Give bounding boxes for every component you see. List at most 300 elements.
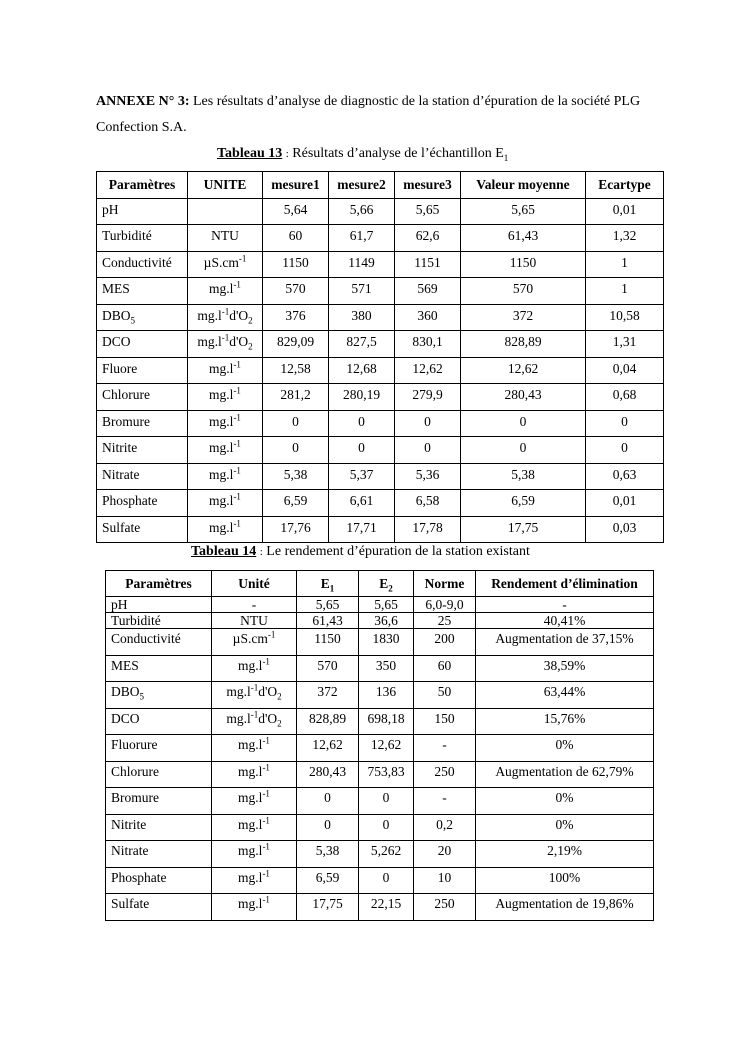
t14-header-unit: Unité	[212, 571, 297, 597]
table-row	[97, 463, 664, 490]
mesure1-cell: 570	[263, 278, 329, 305]
unit-sup: -1	[233, 359, 241, 369]
unit-sup: -1	[262, 788, 270, 799]
rendement-cell: 38,59%	[476, 655, 654, 682]
avg-cell: 828,89	[461, 331, 586, 358]
table-row	[106, 682, 654, 709]
mesure2-cell: 6,61	[329, 490, 395, 517]
unit-sup: -1	[262, 656, 270, 666]
unit-base: NTU	[240, 613, 268, 628]
rendement-cell: 0%	[476, 735, 654, 762]
unit-base: mg.l	[209, 466, 234, 482]
table-row	[97, 516, 664, 543]
table-row	[97, 251, 664, 278]
mesure2-cell: 17,71	[329, 516, 395, 543]
std-cell: 0,63	[586, 463, 664, 490]
param-name: Sulfate	[111, 896, 150, 911]
param-cell	[97, 225, 188, 252]
table-row	[97, 437, 664, 464]
table13-caption-text: Résultats d’analyse de l’échantillon E	[292, 146, 504, 161]
rendement-cell: Augmentation de 37,15%	[476, 629, 654, 656]
norme-cell: 25	[414, 613, 476, 629]
param-cell	[97, 384, 188, 411]
e2-cell: 698,18	[359, 708, 414, 735]
param-cell	[106, 708, 212, 735]
unit-cell	[188, 251, 263, 278]
rendement-cell: 0%	[476, 788, 654, 815]
param-cell	[106, 894, 212, 921]
rendement-cell: 2,19%	[476, 841, 654, 868]
std-cell: 0,68	[586, 384, 664, 411]
std-cell: 0,03	[586, 516, 664, 543]
unit-cell	[188, 463, 263, 490]
unit-cell	[188, 304, 263, 331]
mesure2-cell: 12,68	[329, 357, 395, 384]
mesure1-cell: 60	[263, 225, 329, 252]
rendement-cell: -	[476, 597, 654, 613]
table-row	[106, 735, 654, 762]
unit-base: mg.l	[209, 440, 234, 455]
unit-sup: -1	[233, 491, 241, 502]
norme-cell: 250	[414, 894, 476, 921]
param-sub: 5	[130, 315, 136, 326]
mesure2-cell: 380	[329, 304, 395, 331]
avg-cell: 0	[461, 410, 586, 437]
table14	[105, 570, 654, 921]
unit-cell	[212, 867, 297, 894]
mesure2-cell: 280,19	[329, 384, 395, 411]
table-row	[97, 198, 664, 225]
table-row	[106, 788, 654, 815]
norme-cell: 10	[414, 867, 476, 894]
unit-cell	[212, 841, 297, 868]
rendement-cell: 63,44%	[476, 682, 654, 709]
unit-base: mg.l	[238, 843, 263, 858]
avg-cell: 6,59	[461, 490, 586, 517]
param-cell	[97, 331, 188, 358]
unit-cell	[188, 225, 263, 252]
std-cell: 1	[586, 278, 664, 305]
table14-caption-sep: :	[259, 546, 263, 558]
param-cell	[106, 761, 212, 788]
unit-cell	[212, 735, 297, 762]
param-sub: 5	[139, 691, 145, 702]
param-name: DBO	[102, 307, 131, 323]
mesure3-cell: 0	[395, 410, 461, 437]
std-cell: 0	[586, 437, 664, 464]
unit-mid: d'O	[229, 334, 249, 349]
param-name: Turbidité	[102, 228, 152, 243]
param-cell	[106, 613, 212, 629]
mesure1-cell: 0	[263, 437, 329, 464]
t14-header-param: Paramètres	[106, 571, 212, 597]
avg-cell: 372	[461, 304, 586, 331]
unit-base: mg.l	[209, 413, 234, 429]
rendement-cell: 40,41%	[476, 613, 654, 629]
t14-header-norme: Norme	[414, 571, 476, 597]
table13-caption-label: Tableau 13	[217, 146, 283, 161]
param-cell	[97, 463, 188, 490]
mesure2-cell: 0	[329, 437, 395, 464]
unit-cell	[188, 410, 263, 437]
table-row	[106, 867, 654, 894]
mesure1-cell: 829,09	[263, 331, 329, 358]
e2-cell: 22,15	[359, 894, 414, 921]
norme-cell: 60	[414, 655, 476, 682]
avg-cell: 5,38	[461, 463, 586, 490]
unit-sub: 2	[277, 718, 282, 729]
rendement-cell: Augmentation de 19,86%	[476, 894, 654, 921]
norme-cell: 200	[414, 629, 476, 656]
param-cell	[106, 597, 212, 613]
e1-cell: 5,38	[297, 841, 359, 868]
param-cell	[106, 788, 212, 815]
t13-header-m1: mesure1	[263, 172, 329, 199]
e2-cell: 5,262	[359, 841, 414, 868]
unit-sup: -1	[250, 709, 259, 719]
table-row	[106, 761, 654, 788]
norme-cell: 0,2	[414, 814, 476, 841]
unit-base: mg.l	[226, 684, 251, 699]
unit-cell	[188, 490, 263, 517]
table-row	[97, 331, 664, 358]
param-name: MES	[102, 281, 130, 296]
mesure3-cell: 17,78	[395, 516, 461, 543]
param-name: DCO	[111, 710, 140, 726]
unit-sup: -1	[267, 629, 276, 640]
table14-caption	[191, 544, 530, 560]
unit-base: mg.l	[209, 281, 234, 296]
unit-cell	[212, 814, 297, 841]
unit-cell	[212, 761, 297, 788]
e1-cell: 280,43	[297, 761, 359, 788]
param-name: DCO	[102, 334, 131, 349]
e2-cell: 0	[359, 814, 414, 841]
param-name: Nitrate	[102, 466, 140, 482]
unit-base: mg.l	[238, 790, 263, 805]
unit-sup: -1	[262, 894, 270, 905]
unit-mid: d'O	[258, 710, 278, 726]
unit-cell	[188, 516, 263, 543]
mesure1-cell: 5,64	[263, 198, 329, 225]
param-name: Conductivité	[102, 254, 172, 270]
table-row	[97, 410, 664, 437]
unit-cell	[188, 357, 263, 384]
std-cell: 1,31	[586, 331, 664, 358]
mesure3-cell: 360	[395, 304, 461, 331]
param-cell	[106, 655, 212, 682]
e1-cell: 5,65	[297, 597, 359, 613]
param-cell	[106, 814, 212, 841]
unit-sub: 2	[248, 341, 253, 352]
unit-cell	[188, 437, 263, 464]
annex-intro	[96, 89, 666, 141]
t13-header-m2: mesure2	[329, 172, 395, 199]
mesure2-cell: 827,5	[329, 331, 395, 358]
unit-base: mg.l	[197, 334, 222, 349]
unit-sup: -1	[262, 815, 270, 825]
param-name: Turbidité	[111, 613, 161, 628]
table-row	[97, 278, 664, 305]
unit-base: µS.cm	[232, 631, 268, 646]
unit-sub: 2	[277, 691, 282, 702]
unit-sup: -1	[233, 465, 241, 475]
unit-cell	[212, 629, 297, 656]
unit-base: mg.l	[238, 869, 263, 885]
param-name: Chlorure	[111, 763, 159, 779]
param-name: Phosphate	[102, 493, 158, 508]
avg-cell: 61,43	[461, 225, 586, 252]
std-cell: 0,04	[586, 357, 664, 384]
mesure2-cell: 0	[329, 410, 395, 437]
unit-base: mg.l	[209, 519, 234, 535]
norme-cell: 6,0-9,0	[414, 597, 476, 613]
norme-cell: -	[414, 735, 476, 762]
table14-caption-text: Le rendement d’épuration de la station existant	[266, 544, 530, 559]
param-name: MES	[111, 657, 139, 673]
avg-cell: 570	[461, 278, 586, 305]
unit-cell	[212, 682, 297, 709]
e2-cell: 12,62	[359, 735, 414, 762]
t13-header-m3: mesure3	[395, 172, 461, 199]
param-name: Fluore	[102, 360, 138, 376]
table-row	[106, 629, 654, 656]
table13-caption	[217, 146, 508, 162]
unit-base: µS.cm	[203, 254, 239, 270]
mesure2-cell: 5,66	[329, 198, 395, 225]
param-name: DBO	[111, 684, 140, 699]
unit-base: mg.l	[238, 896, 263, 911]
t14-header-e2: $E_2$	[359, 571, 414, 597]
avg-cell: 12,62	[461, 357, 586, 384]
unit-cell	[212, 655, 297, 682]
unit-cell	[212, 613, 297, 629]
param-name: Chlorure	[102, 387, 150, 402]
e1-cell: 0	[297, 788, 359, 815]
e1-cell: 570	[297, 655, 359, 682]
std-cell: 0,01	[586, 198, 664, 225]
table13-caption-sep: :	[285, 148, 289, 160]
param-cell	[106, 735, 212, 762]
unit-cell	[188, 331, 263, 358]
t13-header-unit: UNITE	[188, 172, 263, 199]
avg-cell: 280,43	[461, 384, 586, 411]
e2-cell: 1830	[359, 629, 414, 656]
mesure1-cell: 281,2	[263, 384, 329, 411]
t13-header-std: Ecartype	[586, 172, 664, 199]
unit-base: mg.l	[209, 493, 234, 508]
unit-base: mg.l	[238, 657, 263, 673]
table13-caption-sub: 1	[503, 152, 509, 163]
unit-sup: -1	[233, 279, 241, 290]
e1-cell: 12,62	[297, 735, 359, 762]
table-row	[106, 708, 654, 735]
norme-cell: 250	[414, 761, 476, 788]
table-row	[97, 384, 664, 411]
unit-sup: -1	[262, 762, 270, 772]
norme-cell: 150	[414, 708, 476, 735]
mesure1-cell: 1150	[263, 251, 329, 278]
unit-base: mg.l	[238, 816, 263, 832]
unit-sup: -1	[221, 306, 230, 316]
unit-mid: d'O	[229, 307, 249, 323]
unit-sub: 2	[248, 315, 253, 326]
unit-cell	[212, 788, 297, 815]
table-row	[97, 357, 664, 384]
mesure3-cell: 830,1	[395, 331, 461, 358]
mesure3-cell: 5,36	[395, 463, 461, 490]
param-name: Nitrite	[102, 440, 138, 455]
unit-base: mg.l	[209, 360, 234, 376]
unit-cell	[212, 894, 297, 921]
param-cell	[106, 867, 212, 894]
param-cell	[97, 198, 188, 225]
e2-cell: 0	[359, 788, 414, 815]
std-cell: 0,01	[586, 490, 664, 517]
t13-header-avg: Valeur moyenne	[461, 172, 586, 199]
e1-cell: 61,43	[297, 613, 359, 629]
avg-cell: 17,75	[461, 516, 586, 543]
mesure3-cell: 279,9	[395, 384, 461, 411]
unit-sup: -1	[233, 518, 241, 528]
mesure1-cell: 12,58	[263, 357, 329, 384]
unit-sup: -1	[221, 332, 230, 343]
e2-cell: 350	[359, 655, 414, 682]
param-cell	[106, 682, 212, 709]
e2-cell: 753,83	[359, 761, 414, 788]
unit-cell	[212, 597, 297, 613]
param-cell	[97, 357, 188, 384]
mesure1-cell: 0	[263, 410, 329, 437]
param-name: Sulfate	[102, 519, 141, 535]
unit-base: mg.l	[238, 737, 263, 752]
avg-cell: 5,65	[461, 198, 586, 225]
param-cell	[97, 278, 188, 305]
table-row	[97, 304, 664, 331]
mesure3-cell: 12,62	[395, 357, 461, 384]
e1-cell: 372	[297, 682, 359, 709]
std-cell: 0	[586, 410, 664, 437]
table-row	[106, 597, 654, 613]
unit-cell	[188, 384, 263, 411]
unit-sup: -1	[238, 253, 247, 263]
mesure3-cell: 6,58	[395, 490, 461, 517]
param-cell	[97, 516, 188, 543]
e1-cell: 17,75	[297, 894, 359, 921]
table-row	[106, 841, 654, 868]
e1-cell: 828,89	[297, 708, 359, 735]
rendement-cell: 100%	[476, 867, 654, 894]
param-cell	[97, 304, 188, 331]
unit-base: NTU	[211, 228, 239, 243]
param-name: Conductivité	[111, 631, 181, 646]
table14-caption-label: Tableau 14	[191, 544, 257, 559]
mesure2-cell: 5,37	[329, 463, 395, 490]
table-row	[106, 655, 654, 682]
rendement-cell: 15,76%	[476, 708, 654, 735]
param-name: Phosphate	[111, 869, 167, 885]
mesure3-cell: 569	[395, 278, 461, 305]
unit-cell	[188, 198, 263, 225]
unit-base: mg.l	[209, 387, 234, 402]
mesure2-cell: 1149	[329, 251, 395, 278]
table-row	[106, 894, 654, 921]
mesure1-cell: 376	[263, 304, 329, 331]
unit-base: mg.l	[197, 307, 222, 323]
t13-header-param: Paramètres	[97, 172, 188, 199]
mesure1-cell: 17,76	[263, 516, 329, 543]
unit-sup: -1	[250, 682, 259, 693]
param-cell	[97, 410, 188, 437]
norme-cell: -	[414, 788, 476, 815]
param-cell	[106, 629, 212, 656]
t14-header-e1: $E_1$	[297, 571, 359, 597]
param-name: pH	[102, 201, 119, 217]
param-cell	[97, 251, 188, 278]
table-row	[106, 613, 654, 629]
unit-sup: -1	[262, 735, 270, 746]
t14-header-rendement: Rendement d’élimination	[476, 571, 654, 597]
unit-cell	[212, 708, 297, 735]
e2-cell: 5,65	[359, 597, 414, 613]
unit-mid: d'O	[258, 684, 278, 699]
unit-base: mg.l	[238, 763, 263, 779]
table-row	[97, 490, 664, 517]
e2-cell: 0	[359, 867, 414, 894]
param-cell	[97, 437, 188, 464]
avg-cell: 1150	[461, 251, 586, 278]
param-name: Bromure	[102, 413, 150, 429]
std-cell: 10,58	[586, 304, 664, 331]
param-name: pH	[111, 597, 128, 612]
annex-text: Les résultats d’analyse de diagnostic de la station d’épuration de la société PLG Confection S.A.	[96, 94, 641, 135]
norme-cell: 20	[414, 841, 476, 868]
e1-cell: 0	[297, 814, 359, 841]
unit-base: -	[251, 597, 257, 612]
unit-sup: -1	[233, 385, 241, 396]
unit-sup: -1	[262, 841, 270, 852]
norme-cell: 50	[414, 682, 476, 709]
unit-sup: -1	[233, 412, 241, 422]
rendement-cell: Augmentation de 62,79%	[476, 761, 654, 788]
table13	[96, 171, 664, 543]
e2-cell: 36,6	[359, 613, 414, 629]
avg-cell: 0	[461, 437, 586, 464]
param-name: Bromure	[111, 790, 159, 805]
unit-sup: -1	[262, 868, 270, 878]
param-name: Fluorure	[111, 737, 158, 752]
unit-sup: -1	[233, 438, 241, 449]
mesure2-cell: 61,7	[329, 225, 395, 252]
std-cell: 1,32	[586, 225, 664, 252]
param-cell	[97, 490, 188, 517]
e2-cell: 136	[359, 682, 414, 709]
param-cell	[106, 841, 212, 868]
rendement-cell: 0%	[476, 814, 654, 841]
mesure3-cell: 0	[395, 437, 461, 464]
annex-label: ANNEXE N° 3:	[96, 94, 190, 109]
table-row	[97, 225, 664, 252]
mesure3-cell: 5,65	[395, 198, 461, 225]
mesure1-cell: 5,38	[263, 463, 329, 490]
mesure1-cell: 6,59	[263, 490, 329, 517]
param-name: Nitrite	[111, 816, 147, 832]
e1-cell: 6,59	[297, 867, 359, 894]
e1-cell: 1150	[297, 629, 359, 656]
unit-cell	[188, 278, 263, 305]
mesure2-cell: 571	[329, 278, 395, 305]
table-row	[106, 814, 654, 841]
